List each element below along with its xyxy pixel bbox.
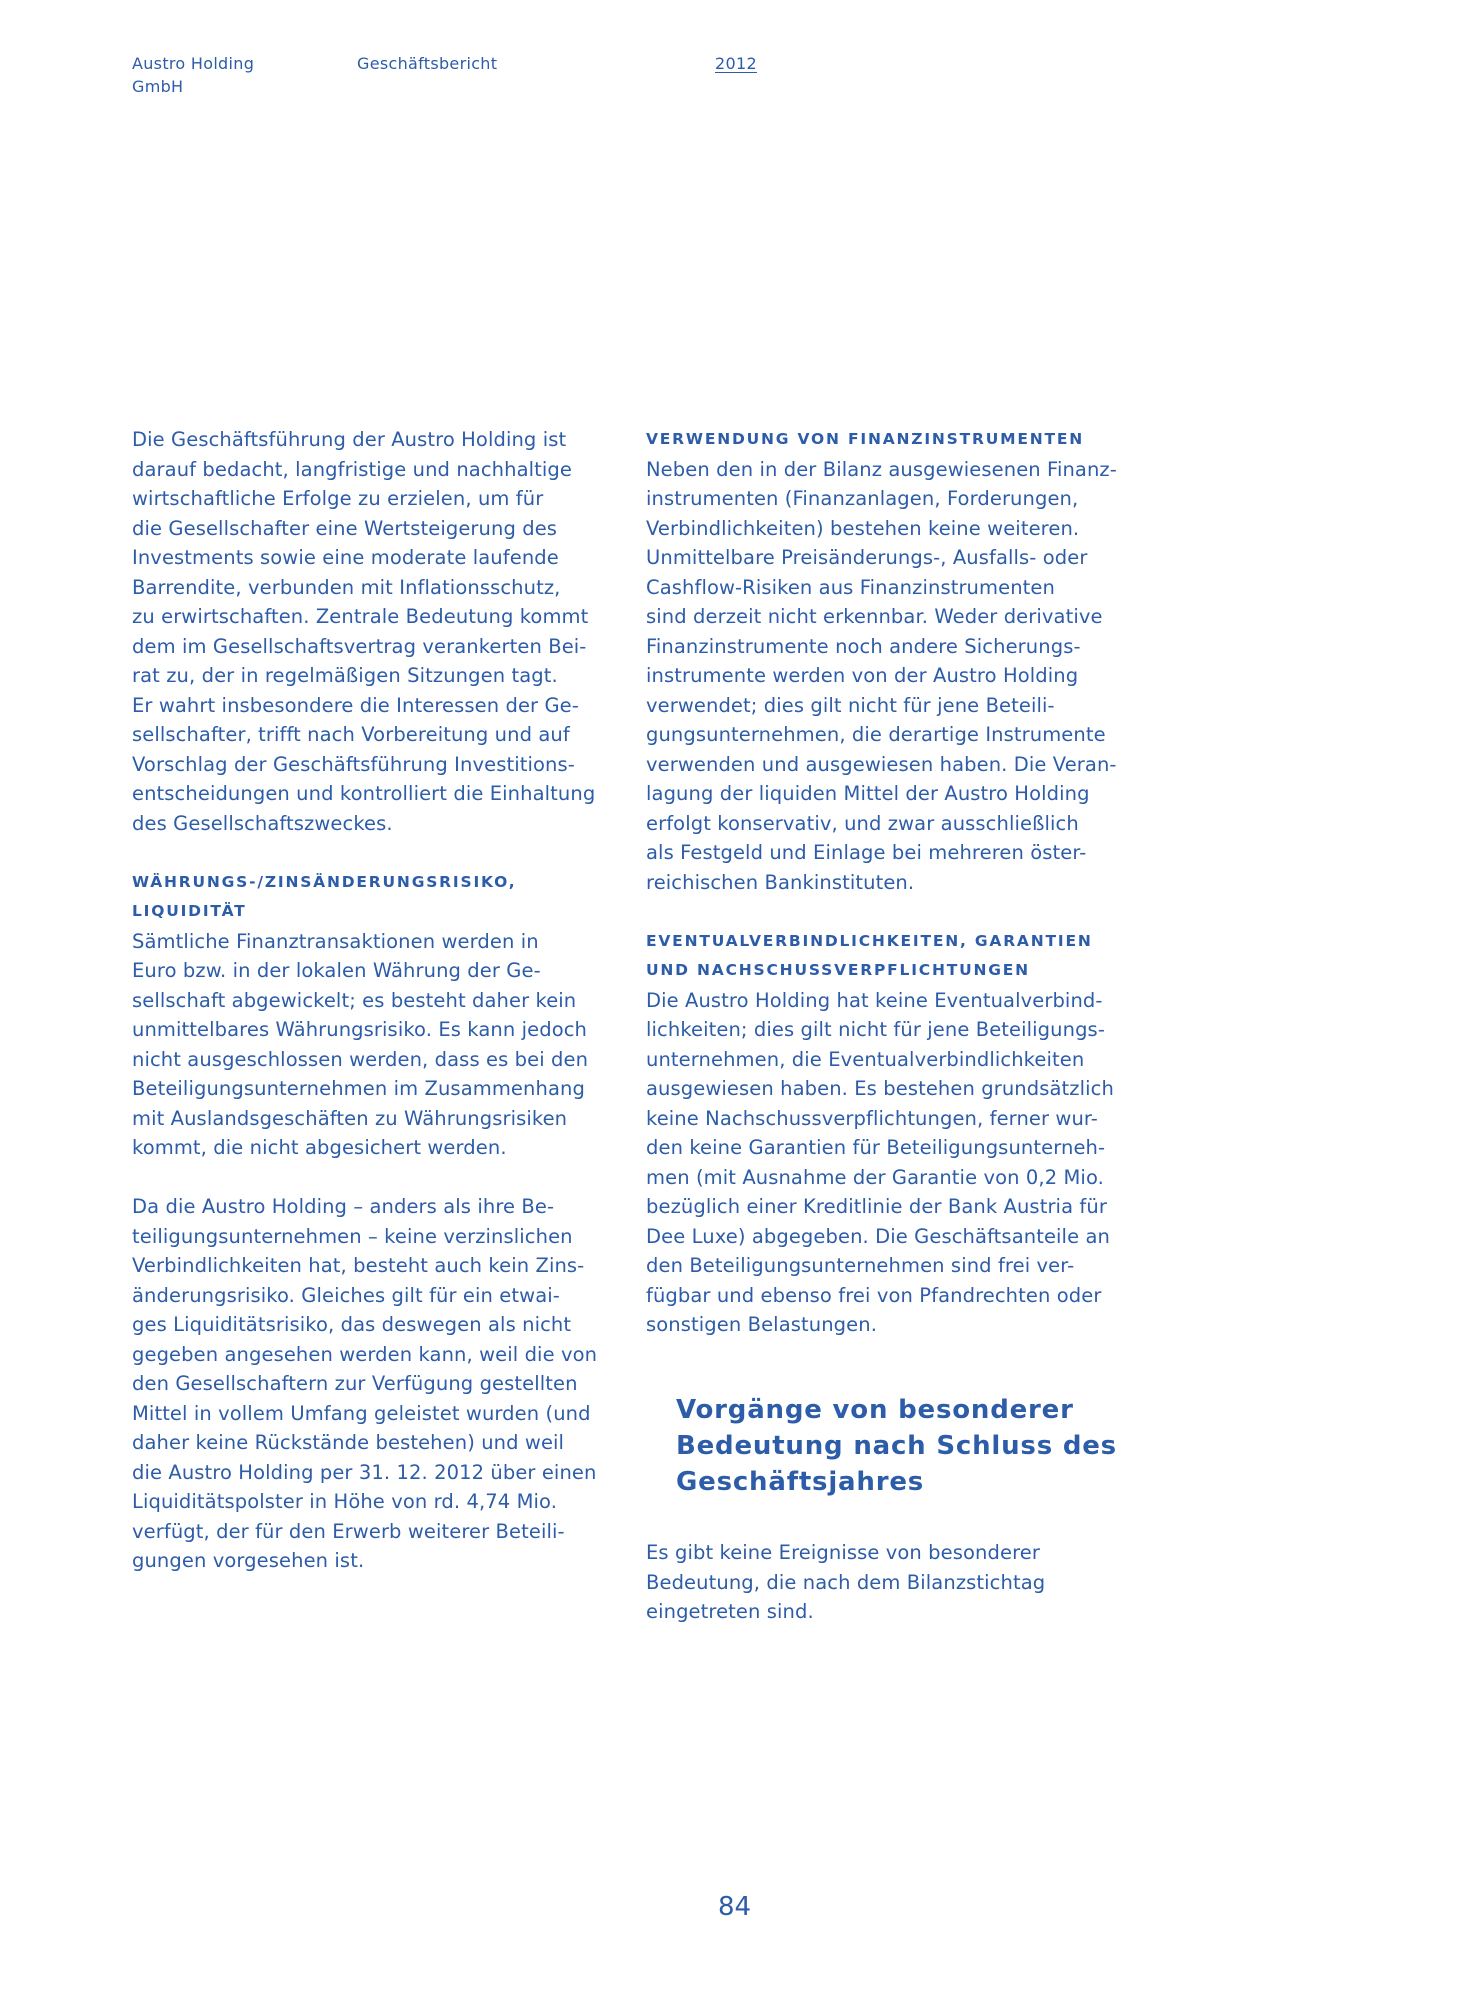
header-year: 2012 — [715, 54, 757, 73]
interest-liquidity-paragraph: Da die Austro Holding – anders als ihre Be- teiligungsunternehmen – keine verzinslichen Verbindlichkeiten hat, besteht auch kein Zins- änderungsrisiko. Gleiches gilt für ein etwai- ges Liquiditätsrisiko, das deswegen als nicht gegeben angesehen werden kann, weil die von den Gesellschaftern zur Verfügung gestellten Mittel in vollem Umfang geleistet wurden (und daher keine Rückstände bestehen) und weil die Austro Holding per 31. 12. 2012 über einen Liquiditätspolster in Höhe von rd. 4,74 Mio. verfügt, der für den Erwerb weiterer Beteili- gungen vorgesehen ist. — [132, 1195, 598, 1572]
intro-paragraph: Die Geschäftsführung der Austro Holding ist darauf bedacht, langfristige und nachhaltige wirtschaftliche Erfolge zu erzielen, um für die Gesellschafter eine Wertsteigerung des Investments sowie eine moderate laufende Barrendite, verbunden mit Inflationsschutz, zu erwirtschaften. Zentrale Bedeutung kommt dem im Gesellschaftsvertrag verankerten Bei- rat zu, der in regelmäßigen Sitzungen tagt. Er wahrt insbesondere die Interessen der Ge- sellschafter, trifft nach Vorbereitung und auf Vorschlag der Geschäftsführung Investitions- entscheidungen und kontrolliert die Einhaltung des Gesellschaftszweckes. — [132, 428, 596, 835]
financial-instruments-paragraph: Neben den in der Bilanz ausgewiesenen Finanz- instrumenten (Finanzanlagen, Forderungen, Verbindlichkeiten) bestehen keine weiteren. Unmittelbare Preisänderungs-, Ausfalls- oder Cashflow-Risiken aus Finanzinstrumenten sind derzeit nicht erkennbar. Weder derivative Finanzinstrumente noch andere Sicherungs- instrumente werden von der Austro Holding verwendet; dies gilt nicht für jene Beteili- gungsunternehmen, die derartige Instrumente verwenden und ausgewiesen haben. Die Veran- lagung der liquiden Mittel der Austro Holding erfolgt konservativ, und zwar ausschließlich als Festgeld und Einlage bei mehreren öster- reichischen Bankinstituten. — [646, 457, 1117, 894]
contingent-liabilities-heading: EVENTUALVERBINDLICHKEITEN, GARANTIEN UND NACHSCHUSSVERPFLICHTUNGEN — [646, 931, 1093, 979]
page-number: 84 — [718, 1892, 752, 1922]
subsequent-events-heading: Vorgänge von besonderer Bedeutung nach Schluss des Geschäftsjahres — [676, 1395, 1117, 1497]
currency-risk-paragraph: Sämtliche Finanztransaktionen werden in Euro bzw. in der lokalen Währung der Ge- sellschaft abgewickelt; es besteht daher kein unmittelbares Währungsrisiko. Es kann jedoch nicht ausgeschlossen werden, dass es bei den Beteiligungsunternehmen im Zusammenhang mit Auslandsgeschäften zu Währungsrisiken kommt, die nicht abgesichert werden. — [132, 929, 589, 1159]
right-column — [646, 425, 1146, 1340]
left-column — [132, 425, 627, 1576]
contingent-liabilities-paragraph: Die Austro Holding hat keine Eventualverbind- lichkeiten; dies gilt nicht für jene Beteiligungs- unternehmen, die Eventualverbindlichkeiten ausgewiesen haben. Es bestehen grundsätzlich keine Nachschussverpflichtungen, ferner wur- den keine Garantien für Beteiligungsunterneh- men (mit Ausnahme der Garantie von 0,2 Mio. bezüglich einer Kreditlinie der Bank Austria für Dee Luxe) abgegeben. Die Geschäftsanteile an den Beteiligungsunternehmen sind frei ver- fügbar und ebenso frei von Pfandrechten oder sonstigen Belastungen. — [646, 988, 1114, 1336]
financial-instruments-heading: VERWENDUNG VON FINANZINSTRUMENTEN — [646, 430, 1085, 448]
header-report-title: Geschäftsbericht — [357, 54, 498, 73]
header-company: Austro Holding GmbH — [132, 54, 255, 96]
subsequent-events-paragraph: Es gibt keine Ereignisse von besonderer Bedeutung, die nach dem Bilanzstichtag eingetreten sind. — [646, 1541, 1046, 1623]
currency-risk-heading: WÄHRUNGS-/ZINSÄNDERUNGSRISIKO, LIQUIDITÄT — [132, 872, 517, 920]
subsequent-events-block — [646, 1538, 1146, 1627]
